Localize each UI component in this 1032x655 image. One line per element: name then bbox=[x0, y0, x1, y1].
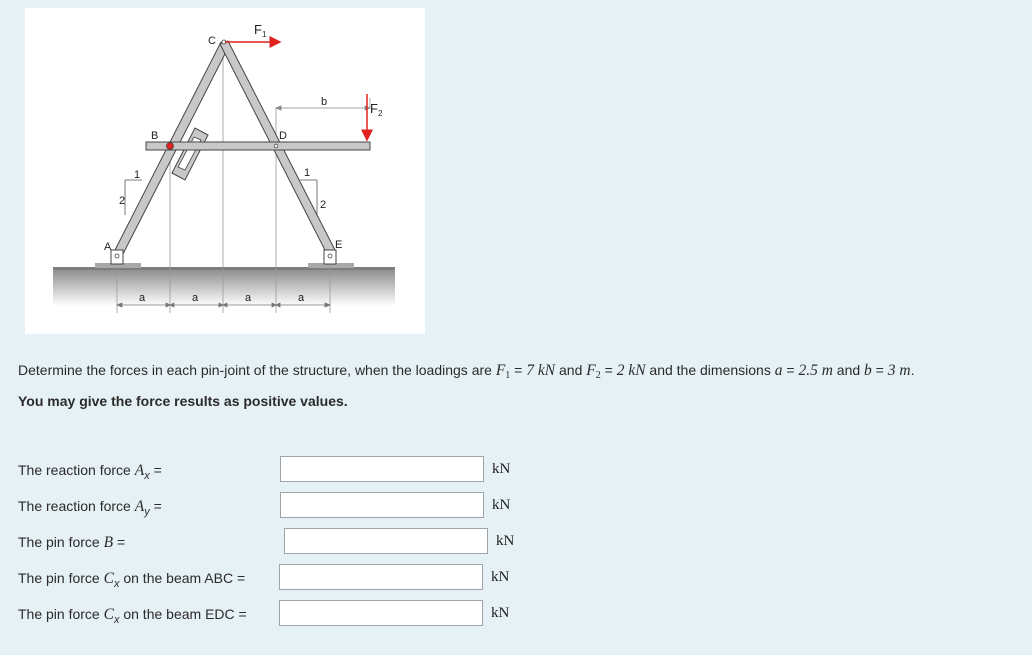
support-a bbox=[111, 250, 123, 264]
f2-label: $F_2$ bbox=[370, 101, 383, 118]
dim-label-a4: a bbox=[298, 292, 305, 304]
dim-label-a1: a bbox=[139, 292, 146, 304]
row-reaction-ax bbox=[18, 462, 162, 480]
f2-symbol: F bbox=[586, 362, 596, 379]
slope-left-run: 1 bbox=[134, 169, 141, 181]
slope-right-run: 1 bbox=[304, 167, 311, 179]
row-subscript: x bbox=[113, 578, 120, 590]
pin-cx-abc-input[interactable] bbox=[279, 564, 483, 590]
row-label-prefix: The reaction force bbox=[18, 462, 135, 478]
row-symbol: C bbox=[103, 606, 114, 623]
b-value: 3 m bbox=[887, 362, 911, 379]
reaction-ay-input[interactable] bbox=[280, 492, 484, 518]
reaction-ax-input[interactable] bbox=[280, 456, 484, 482]
support-e bbox=[324, 250, 336, 264]
note-text: You may give the force results as positive values. bbox=[18, 393, 348, 409]
slope-left-rise: 2 bbox=[119, 195, 126, 207]
row-pin-cx-abc bbox=[18, 570, 245, 588]
unit-kn: kN bbox=[491, 605, 510, 621]
ground bbox=[53, 268, 395, 306]
f2-sub: 2 bbox=[595, 370, 601, 381]
unit-kn: kN bbox=[496, 533, 515, 549]
structure-figure bbox=[25, 8, 425, 334]
row-reaction-ay bbox=[18, 498, 162, 516]
slope-right-rise: 2 bbox=[320, 199, 327, 211]
pin-b bbox=[167, 143, 174, 150]
f2-eq: = bbox=[600, 362, 617, 378]
label-c: C bbox=[208, 35, 216, 47]
pin-cx-edc-input[interactable] bbox=[279, 600, 483, 626]
pin-b-input[interactable] bbox=[284, 528, 488, 554]
b-symbol: b bbox=[864, 362, 872, 379]
f1-label: $F_1$ bbox=[254, 22, 267, 39]
label-e: E bbox=[335, 239, 343, 251]
beam-bd bbox=[146, 142, 370, 150]
question-mid: and the dimensions bbox=[645, 362, 775, 378]
a-value: 2.5 m bbox=[798, 362, 833, 379]
f1-symbol: F bbox=[495, 362, 506, 379]
b-eq: = bbox=[871, 362, 888, 378]
and-1: and bbox=[555, 362, 587, 378]
f1-sub: 1 bbox=[505, 370, 511, 381]
a-symbol: a bbox=[774, 362, 783, 379]
unit-kn: kN bbox=[492, 461, 511, 477]
and-2: and bbox=[832, 362, 865, 378]
label-b: B bbox=[151, 130, 159, 142]
row-label-suffix: on the beam EDC = bbox=[119, 606, 247, 622]
label-a: A bbox=[104, 241, 112, 253]
row-subscript: x bbox=[113, 614, 120, 626]
f2-value: 2 kN bbox=[616, 362, 646, 379]
row-label-suffix: = bbox=[149, 462, 162, 478]
row-label-suffix: on the beam ABC = bbox=[119, 570, 246, 586]
f1-value: 7 kN bbox=[526, 362, 556, 379]
row-label-prefix: The pin force bbox=[18, 534, 104, 550]
dim-label-a3: a bbox=[245, 292, 252, 304]
row-subscript: x bbox=[144, 470, 150, 482]
row-symbol: A bbox=[134, 462, 145, 479]
structure-diagram bbox=[25, 8, 425, 334]
row-symbol: B bbox=[103, 534, 114, 551]
question-prefix: Determine the forces in each pin-joint of the structure, when the loadings are bbox=[18, 362, 496, 378]
b-label: b bbox=[321, 96, 328, 108]
row-label-suffix: = bbox=[113, 534, 126, 550]
dim-label-a2: a bbox=[192, 292, 199, 304]
pin-d bbox=[274, 144, 278, 148]
unit-kn: kN bbox=[492, 497, 511, 513]
row-symbol: C bbox=[103, 570, 114, 587]
a-eq: = bbox=[782, 362, 799, 378]
row-pin-b bbox=[18, 534, 125, 552]
question-end: . bbox=[910, 362, 915, 378]
row-pin-cx-edc bbox=[18, 606, 247, 624]
f1-eq: = bbox=[510, 362, 527, 378]
label-d: D bbox=[279, 130, 287, 142]
row-label-prefix: The reaction force bbox=[18, 498, 135, 514]
row-label-prefix: The pin force bbox=[18, 606, 104, 622]
question-text bbox=[18, 362, 914, 380]
row-symbol: A bbox=[134, 498, 145, 515]
row-label-prefix: The pin force bbox=[18, 570, 104, 586]
unit-kn: kN bbox=[491, 569, 510, 585]
row-label-suffix: = bbox=[149, 498, 162, 514]
row-subscript: y bbox=[144, 506, 150, 518]
